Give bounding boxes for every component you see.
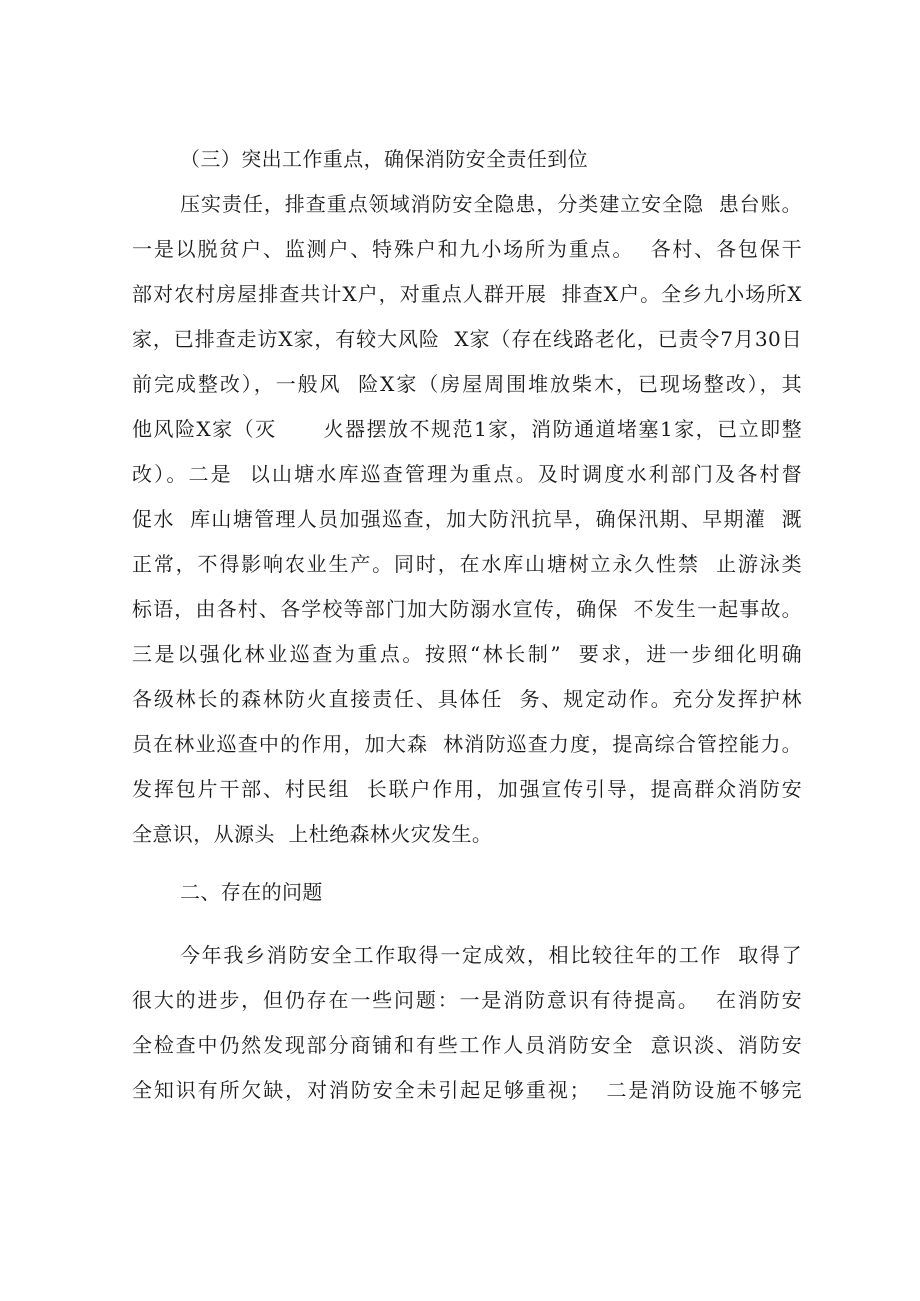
paragraph-line: 员在林业巡查中的作用，加大森 林消防巡查力度，提高综合管控能力。 <box>132 732 802 756</box>
paragraph-line: 改）。二是 以山塘水库巡查管理为重点。及时调度水利部门及各村督 <box>132 462 802 486</box>
section-heading: （三）突出工作重点，确保消防安全责任到位 <box>180 147 588 171</box>
paragraph-line: 标语，由各村、各学校等部门加大防溺水宣传，确保 不发生一起事故。 <box>132 597 802 621</box>
paragraph-line: 正常，不得影响农业生产。同时，在水库山塘树立永久性禁 止游泳类 <box>132 552 802 576</box>
paragraph-line: 各级林长的森林防火直接责任、具体任 务、规定动作。充分发挥护林 <box>132 687 802 711</box>
section-heading: 二、存在的问题 <box>180 880 323 904</box>
paragraph-line: 压实责任，排查重点领域消防安全隐患，分类建立安全隐 患台账。 <box>180 192 802 216</box>
paragraph-line: 全知识有所欠缺，对消防安全未引起足够重视； 二是消防设施不够完 <box>132 1078 802 1102</box>
paragraph-line: 前完成整改），一般风 险X家（房屋周围堆放柴木，已现场整改），其 <box>132 372 802 396</box>
paragraph-line: 很大的进步，但仍存在一些问题：一是消防意识有待提高。 在消防安 <box>132 988 802 1012</box>
paragraph-line: 促水 库山塘管理人员加强巡查，加大防汛抗旱，确保汛期、早期灌 溉 <box>132 507 802 531</box>
paragraph-line: 他风险X家（灭 火器摆放不规范1家，消防通道堵塞1家，已立即整 <box>132 417 802 441</box>
paragraph-line: 今年我乡消防安全工作取得一定成效，相比较往年的工作 取得了 <box>180 943 802 967</box>
paragraph-line: 全意识，从源头 上杜绝森林火灾发生。 <box>132 822 493 846</box>
paragraph-line: 一是以脱贫户、监测户、特殊户和九小场所为重点。 各村、各包保干 <box>132 237 802 261</box>
paragraph-line: 三是以强化林业巡查为重点。按照“林长制” 要求，进一步细化明确 <box>132 642 802 666</box>
paragraph-line: 发挥包片干部、村民组 长联户作用，加强宣传引导，提高群众消防安 <box>132 777 802 801</box>
paragraph-line: 全检查中仍然发现部分商铺和有些工作人员消防安全 意识淡、消防安 <box>132 1033 802 1057</box>
paragraph-line: 部对农村房屋排查共计X户，对重点人群开展 排查X户。全乡九小场所X <box>132 282 802 306</box>
paragraph-line: 家，已排查走访X家，有较大风险 X家（存在线路老化，已责令7月30日 <box>132 327 802 351</box>
